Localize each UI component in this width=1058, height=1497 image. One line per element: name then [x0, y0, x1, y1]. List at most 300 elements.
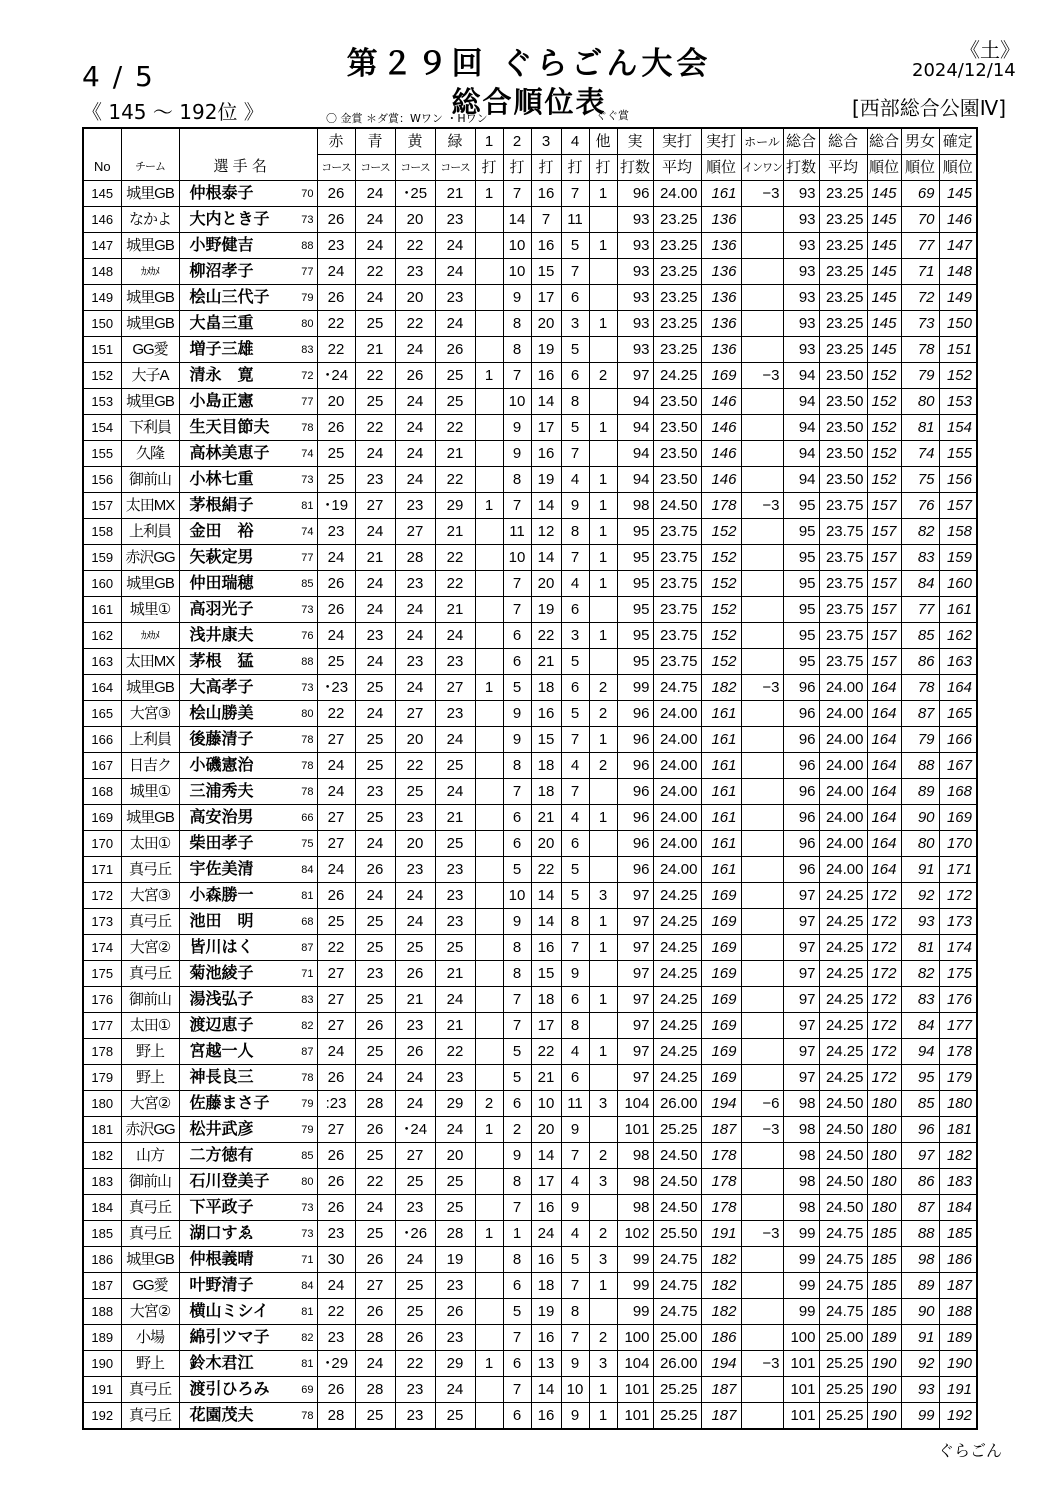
hole-in-one — [741, 259, 783, 285]
strokes-other — [589, 441, 617, 467]
course-red: 22 — [317, 1299, 355, 1325]
final-rank: 164 — [939, 675, 977, 701]
age: 66 — [295, 805, 317, 831]
total-avg: 24.75 — [819, 1273, 867, 1299]
course-blue: 25 — [355, 389, 395, 415]
course-red: 23 — [317, 519, 355, 545]
total-avg: 24.00 — [819, 805, 867, 831]
course-red: ･24 — [317, 363, 355, 389]
team: GG愛 — [121, 337, 179, 363]
player-name: 高安治男 — [179, 805, 295, 831]
total-strokes: 97 — [783, 909, 819, 935]
strokes-4: 7 — [561, 545, 589, 571]
strokes-2: 7 — [503, 1325, 531, 1351]
course-blue: 25 — [355, 1039, 395, 1065]
course-green: 23 — [435, 285, 475, 311]
total-rank: 164 — [867, 831, 901, 857]
hole-in-one — [741, 337, 783, 363]
actual-rank: 161 — [701, 701, 741, 727]
player-name: 石川登美子 — [179, 1169, 295, 1195]
course-red: 27 — [317, 987, 355, 1013]
total-strokes: 100 — [783, 1325, 819, 1351]
course-red: ･23 — [317, 675, 355, 701]
gender-rank: 79 — [901, 727, 939, 753]
rank-no: 147 — [83, 233, 121, 259]
strokes-4: 6 — [561, 675, 589, 701]
course-yellow: 24 — [395, 1091, 435, 1117]
total-strokes: 96 — [783, 831, 819, 857]
team: 日吉ク — [121, 753, 179, 779]
strokes-4: 11 — [561, 207, 589, 233]
strokes-3: 17 — [531, 1169, 561, 1195]
team: 城里① — [121, 779, 179, 805]
course-blue: 28 — [355, 1091, 395, 1117]
age: 78 — [295, 779, 317, 805]
strokes-2: 8 — [503, 1247, 531, 1273]
gender-rank: 99 — [901, 1403, 939, 1430]
page-title: 第２９回 ぐらごん大会 — [346, 46, 712, 82]
actual-avg: 24.00 — [653, 779, 701, 805]
actual-avg: 23.25 — [653, 285, 701, 311]
final-rank: 145 — [939, 181, 977, 207]
age: 78 — [295, 1403, 317, 1430]
final-rank: 150 — [939, 311, 977, 337]
course-red: :23 — [317, 1091, 355, 1117]
total-strokes: 94 — [783, 467, 819, 493]
rank-no: 154 — [83, 415, 121, 441]
final-rank: 191 — [939, 1377, 977, 1403]
gender-rank: 87 — [901, 1195, 939, 1221]
header-cell: 総合 — [867, 128, 901, 155]
rank-no: 159 — [83, 545, 121, 571]
player-name: 仲根泰子 — [179, 181, 295, 207]
course-blue: 24 — [355, 441, 395, 467]
strokes-2: 14 — [503, 207, 531, 233]
strokes-1: 1 — [475, 181, 503, 207]
actual-rank: 187 — [701, 1117, 741, 1143]
strokes-1: 1 — [475, 363, 503, 389]
gender-rank: 77 — [901, 233, 939, 259]
gender-rank: 91 — [901, 857, 939, 883]
course-green: 23 — [435, 883, 475, 909]
team: 大子A — [121, 363, 179, 389]
strokes-1 — [475, 1065, 503, 1091]
actual-total: 96 — [617, 779, 653, 805]
strokes-3: 22 — [531, 623, 561, 649]
course-red: 27 — [317, 805, 355, 831]
player-name: 菊池綾子 — [179, 961, 295, 987]
player-name: 湖口すゑ — [179, 1221, 295, 1247]
actual-avg: 24.50 — [653, 493, 701, 519]
age: 73 — [295, 1195, 317, 1221]
actual-total: 98 — [617, 1169, 653, 1195]
total-strokes: 96 — [783, 857, 819, 883]
total-avg: 23.25 — [819, 233, 867, 259]
actual-avg: 24.75 — [653, 1247, 701, 1273]
total-avg: 24.50 — [819, 1195, 867, 1221]
strokes-other: 1 — [589, 467, 617, 493]
gender-rank: 85 — [901, 1091, 939, 1117]
final-rank: 176 — [939, 987, 977, 1013]
final-rank: 146 — [939, 207, 977, 233]
rank-no: 178 — [83, 1039, 121, 1065]
actual-total: 93 — [617, 311, 653, 337]
hole-in-one — [741, 1403, 783, 1430]
total-avg: 23.25 — [819, 259, 867, 285]
strokes-3: 10 — [531, 1091, 561, 1117]
hole-in-one — [741, 1299, 783, 1325]
total-strokes: 99 — [783, 1273, 819, 1299]
actual-total: 100 — [617, 1325, 653, 1351]
total-avg: 24.50 — [819, 1117, 867, 1143]
age: 77 — [295, 389, 317, 415]
table-row — [83, 1403, 977, 1430]
total-avg: 23.25 — [819, 285, 867, 311]
strokes-2: 8 — [503, 935, 531, 961]
player-name: 横山ミシイ — [179, 1299, 295, 1325]
strokes-other: 1 — [589, 571, 617, 597]
strokes-3: 19 — [531, 467, 561, 493]
actual-avg: 24.00 — [653, 181, 701, 207]
course-green: 24 — [435, 233, 475, 259]
total-rank: 164 — [867, 753, 901, 779]
strokes-2: 6 — [503, 1091, 531, 1117]
actual-rank: 161 — [701, 857, 741, 883]
team: 城里GB — [121, 285, 179, 311]
rank-no: 157 — [83, 493, 121, 519]
gender-rank: 95 — [901, 1065, 939, 1091]
actual-total: 93 — [617, 259, 653, 285]
table-row — [83, 1247, 977, 1273]
final-rank: 162 — [939, 623, 977, 649]
rank-no: 162 — [83, 623, 121, 649]
total-avg: 24.25 — [819, 961, 867, 987]
final-rank: 156 — [939, 467, 977, 493]
total-rank: 172 — [867, 883, 901, 909]
header-cell: 黄 — [395, 128, 435, 155]
strokes-2: 9 — [503, 415, 531, 441]
course-green: 25 — [435, 935, 475, 961]
strokes-3: 14 — [531, 1143, 561, 1169]
total-strokes: 101 — [783, 1403, 819, 1430]
final-rank: 177 — [939, 1013, 977, 1039]
strokes-1 — [475, 571, 503, 597]
table-row — [83, 1195, 977, 1221]
final-rank: 152 — [939, 363, 977, 389]
total-rank: 172 — [867, 987, 901, 1013]
course-green: 24 — [435, 987, 475, 1013]
header-cell: コース — [395, 155, 435, 181]
actual-rank: 169 — [701, 935, 741, 961]
hole-in-one — [741, 883, 783, 909]
total-rank: 164 — [867, 857, 901, 883]
actual-avg: 24.00 — [653, 831, 701, 857]
team: 真弓丘 — [121, 857, 179, 883]
course-green: 22 — [435, 415, 475, 441]
actual-rank: 169 — [701, 1039, 741, 1065]
strokes-other — [589, 1065, 617, 1091]
course-red: 26 — [317, 1065, 355, 1091]
strokes-1 — [475, 727, 503, 753]
hole-in-one — [741, 1325, 783, 1351]
strokes-other: 1 — [589, 545, 617, 571]
age: 73 — [295, 207, 317, 233]
age: 68 — [295, 909, 317, 935]
course-red: ･29 — [317, 1351, 355, 1377]
team: 大宮② — [121, 935, 179, 961]
course-red: 24 — [317, 1273, 355, 1299]
rank-no: 175 — [83, 961, 121, 987]
strokes-4: 8 — [561, 519, 589, 545]
strokes-2: 6 — [503, 805, 531, 831]
course-green: 29 — [435, 1351, 475, 1377]
total-rank: 145 — [867, 207, 901, 233]
actual-avg: 25.00 — [653, 1325, 701, 1351]
player-name: 仲根義晴 — [179, 1247, 295, 1273]
actual-total: 95 — [617, 623, 653, 649]
course-blue: 22 — [355, 1169, 395, 1195]
course-green: 25 — [435, 389, 475, 415]
final-rank: 158 — [939, 519, 977, 545]
actual-rank: 182 — [701, 675, 741, 701]
age: 84 — [295, 1273, 317, 1299]
total-rank: 152 — [867, 415, 901, 441]
table-row — [83, 623, 977, 649]
strokes-3: 18 — [531, 753, 561, 779]
course-yellow: 24 — [395, 623, 435, 649]
table-row — [83, 883, 977, 909]
strokes-4: 5 — [561, 649, 589, 675]
player-name: 二方徳有 — [179, 1143, 295, 1169]
actual-rank: 146 — [701, 389, 741, 415]
strokes-4: 6 — [561, 363, 589, 389]
course-yellow: 24 — [395, 467, 435, 493]
actual-rank: 187 — [701, 1377, 741, 1403]
strokes-other: 3 — [589, 883, 617, 909]
total-strokes: 97 — [783, 987, 819, 1013]
actual-rank: 187 — [701, 1403, 741, 1430]
hole-in-one — [741, 1195, 783, 1221]
total-avg: 23.75 — [819, 623, 867, 649]
header-cell: 確定 — [939, 128, 977, 155]
table-row — [83, 987, 977, 1013]
total-rank: 172 — [867, 1039, 901, 1065]
total-rank: 152 — [867, 441, 901, 467]
total-rank: 180 — [867, 1143, 901, 1169]
hole-in-one — [741, 467, 783, 493]
strokes-1 — [475, 311, 503, 337]
player-name: 小島正憲 — [179, 389, 295, 415]
course-yellow: 25 — [395, 1299, 435, 1325]
legend-note: 〇 金賞 ＊ダ賞：Wワン ・Hワン — [326, 112, 488, 125]
course-blue: 26 — [355, 1299, 395, 1325]
table-row — [83, 675, 977, 701]
strokes-4: 7 — [561, 441, 589, 467]
actual-rank: 161 — [701, 753, 741, 779]
player-name: 下平政子 — [179, 1195, 295, 1221]
total-avg: 24.75 — [819, 1221, 867, 1247]
strokes-other: 1 — [589, 727, 617, 753]
total-strokes: 96 — [783, 805, 819, 831]
total-strokes: 93 — [783, 233, 819, 259]
age: 71 — [295, 961, 317, 987]
strokes-2: 11 — [503, 519, 531, 545]
strokes-other: 1 — [589, 311, 617, 337]
course-red: 22 — [317, 935, 355, 961]
player-name: 清永 寛 — [179, 363, 295, 389]
rank-no: 177 — [83, 1013, 121, 1039]
hole-in-one — [741, 857, 783, 883]
total-avg: 23.25 — [819, 337, 867, 363]
table-row — [83, 909, 977, 935]
course-blue: 27 — [355, 1273, 395, 1299]
team: 真弓丘 — [121, 961, 179, 987]
gender-rank: 73 — [901, 311, 939, 337]
final-rank: 188 — [939, 1299, 977, 1325]
gender-rank: 92 — [901, 883, 939, 909]
course-green: 21 — [435, 805, 475, 831]
actual-rank: 169 — [701, 363, 741, 389]
actual-total: 97 — [617, 363, 653, 389]
header-cell: 順位 — [901, 155, 939, 181]
course-green: 24 — [435, 259, 475, 285]
age: 71 — [295, 1247, 317, 1273]
strokes-other: 1 — [589, 1039, 617, 1065]
table-row — [83, 415, 977, 441]
final-rank: 175 — [939, 961, 977, 987]
strokes-4: 5 — [561, 883, 589, 909]
actual-rank: 169 — [701, 883, 741, 909]
course-blue: 24 — [355, 701, 395, 727]
strokes-4: 4 — [561, 753, 589, 779]
course-green: 22 — [435, 545, 475, 571]
course-green: 21 — [435, 181, 475, 207]
course-blue: 24 — [355, 831, 395, 857]
total-avg: 25.25 — [819, 1403, 867, 1430]
table-row — [83, 1377, 977, 1403]
strokes-other — [589, 831, 617, 857]
player-name: 浅井康夫 — [179, 623, 295, 649]
course-yellow: 20 — [395, 727, 435, 753]
strokes-1 — [475, 1247, 503, 1273]
course-red: 26 — [317, 1195, 355, 1221]
player-name: 宮越一人 — [179, 1039, 295, 1065]
team: 上利員 — [121, 727, 179, 753]
course-blue: 24 — [355, 597, 395, 623]
strokes-4: 9 — [561, 961, 589, 987]
course-green: 27 — [435, 675, 475, 701]
strokes-4: 7 — [561, 1143, 589, 1169]
strokes-1 — [475, 857, 503, 883]
course-blue: 25 — [355, 987, 395, 1013]
age: 81 — [295, 1299, 317, 1325]
hole-in-one — [741, 1273, 783, 1299]
strokes-2: 7 — [503, 363, 531, 389]
gender-rank: 82 — [901, 961, 939, 987]
actual-total: 97 — [617, 1013, 653, 1039]
strokes-2: 10 — [503, 883, 531, 909]
strokes-3: 20 — [531, 571, 561, 597]
hole-in-one — [741, 415, 783, 441]
strokes-3: 16 — [531, 363, 561, 389]
course-red: 26 — [317, 883, 355, 909]
total-rank: 190 — [867, 1351, 901, 1377]
final-rank: 155 — [939, 441, 977, 467]
course-yellow: 25 — [395, 1169, 435, 1195]
gender-rank: 86 — [901, 649, 939, 675]
strokes-1 — [475, 1195, 503, 1221]
player-name: 桧山三代子 — [179, 285, 295, 311]
actual-rank: 136 — [701, 337, 741, 363]
header-cell: 実打 — [653, 128, 701, 155]
final-rank: 167 — [939, 753, 977, 779]
age: 81 — [295, 493, 317, 519]
total-avg: 24.25 — [819, 1013, 867, 1039]
team: 太田① — [121, 831, 179, 857]
weekday: 《土》 — [960, 38, 1020, 62]
actual-avg: 26.00 — [653, 1091, 701, 1117]
strokes-2: 9 — [503, 727, 531, 753]
course-blue: 23 — [355, 623, 395, 649]
total-rank: 172 — [867, 1065, 901, 1091]
course-red: 27 — [317, 1117, 355, 1143]
final-rank: 184 — [939, 1195, 977, 1221]
header-cell: 順位 — [701, 155, 741, 181]
age: 69 — [295, 1377, 317, 1403]
course-blue: 25 — [355, 805, 395, 831]
course-green: 26 — [435, 1299, 475, 1325]
table-row — [83, 259, 977, 285]
course-green: 21 — [435, 441, 475, 467]
age: 73 — [295, 597, 317, 623]
age: 78 — [295, 753, 317, 779]
course-green: 23 — [435, 701, 475, 727]
total-rank: 185 — [867, 1299, 901, 1325]
strokes-2: 6 — [503, 831, 531, 857]
total-avg: 23.50 — [819, 441, 867, 467]
final-rank: 186 — [939, 1247, 977, 1273]
final-rank: 178 — [939, 1039, 977, 1065]
course-yellow: 24 — [395, 1247, 435, 1273]
table-row — [83, 805, 977, 831]
strokes-other: 2 — [589, 1143, 617, 1169]
total-rank: 172 — [867, 909, 901, 935]
gender-rank: 82 — [901, 519, 939, 545]
total-strokes: 97 — [783, 961, 819, 987]
course-yellow: 26 — [395, 961, 435, 987]
actual-rank: 136 — [701, 207, 741, 233]
header-cell: 総合 — [783, 128, 819, 155]
final-rank: 185 — [939, 1221, 977, 1247]
age: 80 — [295, 701, 317, 727]
table-row — [83, 493, 977, 519]
strokes-1 — [475, 909, 503, 935]
final-rank: 173 — [939, 909, 977, 935]
total-rank: 180 — [867, 1169, 901, 1195]
strokes-other: 1 — [589, 1273, 617, 1299]
actual-avg: 24.25 — [653, 883, 701, 909]
strokes-4: 8 — [561, 1299, 589, 1325]
course-green: 21 — [435, 1013, 475, 1039]
strokes-1 — [475, 233, 503, 259]
age: 72 — [295, 363, 317, 389]
actual-avg: 23.75 — [653, 545, 701, 571]
header-cell: 打 — [589, 155, 617, 181]
header-cell: 打 — [561, 155, 589, 181]
total-strokes: 95 — [783, 571, 819, 597]
total-avg: 23.75 — [819, 597, 867, 623]
actual-rank: 161 — [701, 831, 741, 857]
